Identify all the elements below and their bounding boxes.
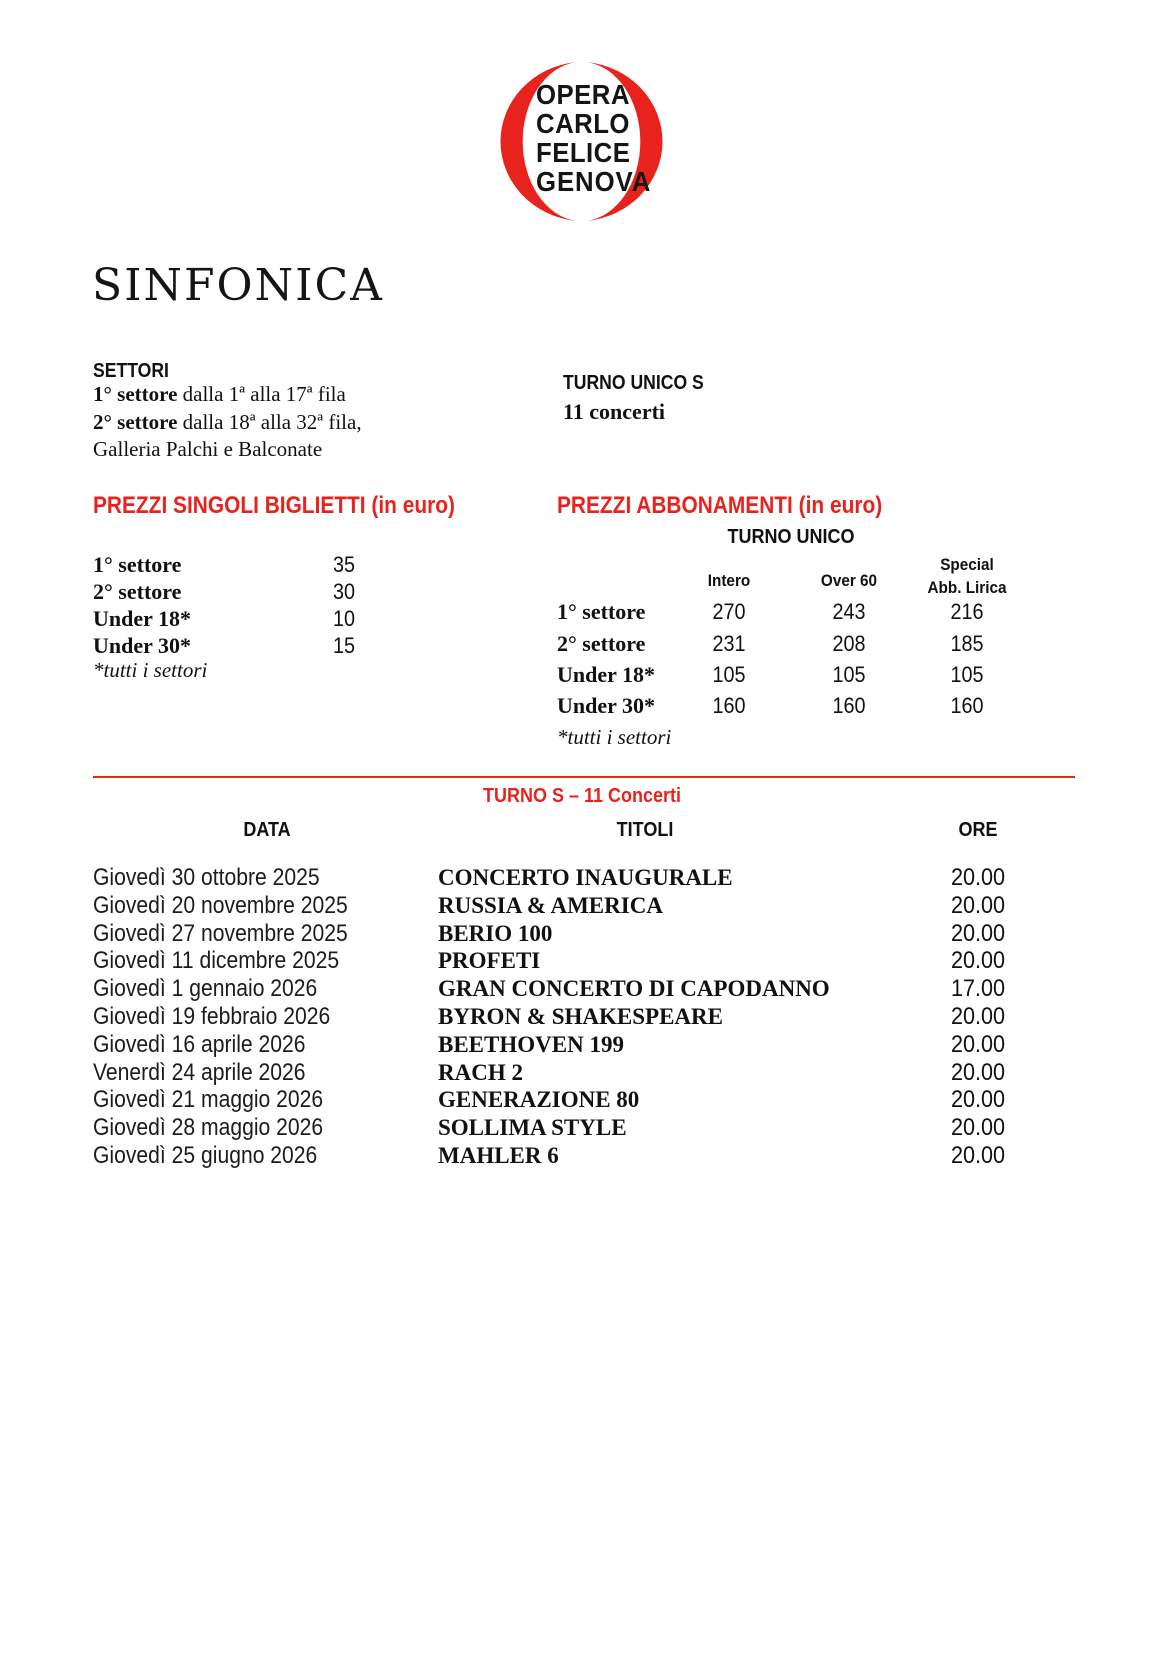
- concert-date: Venerdì 24 aprile 2026: [93, 1058, 306, 1086]
- ticket-row-value: 10: [332, 606, 356, 631]
- concert-date: Giovedì 19 febbraio 2026: [93, 1002, 331, 1030]
- settori-row-2-label: 2° settore: [93, 410, 178, 434]
- single-tickets-heading: PREZZI SINGOLI BIGLIETTI (in euro): [93, 492, 455, 519]
- subscriptions-heading: PREZZI ABBONAMENTI (in euro): [557, 492, 883, 519]
- settori-heading: SETTORI: [93, 360, 169, 382]
- concert-title: CONCERTO INAUGURALE: [438, 865, 733, 890]
- ticket-row-label: 2° settore: [93, 579, 182, 604]
- subscription-value: 105: [950, 662, 984, 687]
- ticket-row-label: Under 18*: [93, 606, 191, 631]
- concert-title: BERIO 100: [438, 920, 553, 946]
- concert-date: Giovedì 27 novembre 2025: [93, 919, 348, 947]
- concert-row: [0, 920, 1165, 948]
- concert-date: Giovedì 1 gennaio 2026: [93, 975, 318, 1003]
- section-divider: [93, 776, 1075, 778]
- column-header-special: [913, 553, 1021, 599]
- subscription-row-label: Under 30*: [557, 693, 655, 718]
- settori-row-1-label: 1° settore: [93, 382, 178, 406]
- concert-row: [0, 1142, 1165, 1170]
- page-title: SINFONICA: [92, 260, 384, 311]
- subscription-value: 208: [832, 631, 866, 656]
- concert-title: SOLLIMA STYLE: [438, 1115, 627, 1141]
- ticket-row-label: 1° settore: [93, 552, 182, 577]
- logo-line-felice: FELICE: [536, 137, 631, 168]
- concert-row: [0, 1003, 1165, 1031]
- column-header-over60: Over 60: [820, 571, 878, 590]
- column-header-special-line1: Special: [940, 555, 994, 574]
- concert-date: Giovedì 11 dicembre 2025: [93, 947, 340, 975]
- logo-line-opera: OPERA: [536, 79, 630, 110]
- subscription-value: 216: [950, 599, 984, 624]
- subscription-value: 105: [712, 662, 746, 687]
- concert-time: 20.00: [950, 919, 1006, 947]
- concert-date: Giovedì 30 ottobre 2025: [93, 864, 320, 891]
- concert-date: Giovedì 21 maggio 2026: [93, 1086, 324, 1114]
- concert-title: PROFETI: [438, 948, 541, 974]
- subscriptions-subheading: TURNO UNICO: [727, 526, 855, 548]
- concert-time: 20.00: [950, 1086, 1006, 1114]
- column-header-data: DATA: [243, 819, 291, 841]
- concert-row: [0, 1031, 1165, 1059]
- concert-title: GENERAZIONE 80: [438, 1087, 640, 1113]
- column-header-titoli: TITOLI: [616, 819, 674, 841]
- concert-row: [0, 1114, 1165, 1142]
- subscription-row-label: 2° settore: [557, 631, 646, 656]
- logo-wordmark: [536, 80, 651, 196]
- concert-title: RACH 2: [438, 1059, 523, 1085]
- concert-time: 20.00: [950, 864, 1006, 891]
- subscriptions-note: *tutti i settori: [557, 725, 672, 749]
- concert-title: GRAN CONCERTO DI CAPODANNO: [438, 976, 830, 1002]
- column-header-special-line2: Abb. Lirica: [927, 578, 1007, 597]
- concert-date: Giovedì 20 novembre 2025: [93, 891, 348, 919]
- single-tickets-note: *tutti i settori: [93, 658, 208, 682]
- column-header-ore: ORE: [958, 819, 998, 841]
- concert-time: 20.00: [950, 1114, 1006, 1142]
- concert-time: 20.00: [950, 1002, 1006, 1030]
- concerts-table: [0, 864, 1165, 1170]
- ticket-row-value: 30: [332, 579, 356, 604]
- subscription-value: 270: [712, 599, 746, 624]
- subscription-value: 185: [950, 631, 984, 656]
- concert-date: Giovedì 16 aprile 2026: [93, 1030, 306, 1058]
- concert-time: 17.00: [950, 975, 1006, 1003]
- concert-title: MAHLER 6: [438, 1142, 559, 1168]
- subscription-value: 160: [950, 693, 984, 718]
- concert-time: 20.00: [950, 891, 1006, 919]
- subscription-value: 160: [832, 693, 866, 718]
- ticket-row-value: 15: [332, 633, 356, 658]
- ticket-row-label: Under 30*: [93, 633, 191, 658]
- concert-row: [0, 864, 1165, 892]
- concert-title: BYRON & SHAKESPEARE: [438, 1003, 723, 1029]
- settori-row-2: [93, 410, 362, 434]
- settori-row-1: [93, 382, 346, 406]
- subscription-value: 105: [832, 662, 866, 687]
- turno-unico-s-subtitle: 11 concerti: [563, 399, 666, 424]
- concert-title: BEETHOVEN 199: [438, 1031, 624, 1057]
- subscription-value: 231: [712, 631, 746, 656]
- subscription-row-label: 1° settore: [557, 599, 646, 624]
- settori-extra-text: Galleria Palchi e Balconate: [93, 437, 323, 461]
- concert-time: 20.00: [950, 1030, 1006, 1058]
- settori-row-2-text: dalla 18ª alla 32ª fila,: [177, 410, 362, 434]
- concert-date: Giovedì 25 giugno 2026: [93, 1141, 318, 1169]
- concert-row: [0, 975, 1165, 1003]
- subscription-row-label: Under 18*: [557, 662, 655, 687]
- concert-time: 20.00: [950, 1141, 1006, 1169]
- concert-row: [0, 1086, 1165, 1114]
- column-header-intero: Intero: [707, 571, 751, 590]
- settori-row-1-text: dalla 1ª alla 17ª fila: [177, 382, 346, 406]
- turno-unico-s-heading: TURNO UNICO S: [563, 372, 704, 394]
- concert-time: 20.00: [950, 1058, 1006, 1086]
- subscription-value: 160: [712, 693, 746, 718]
- concert-date: Giovedì 28 maggio 2026: [93, 1114, 324, 1142]
- ticket-row-value: 35: [332, 552, 356, 577]
- concerts-heading: TURNO S – 11 Concerti: [483, 785, 682, 807]
- concert-row: [0, 947, 1165, 975]
- subscription-value: 243: [832, 599, 866, 624]
- logo-line-carlo: CARLO: [536, 108, 630, 139]
- concert-row: [0, 1059, 1165, 1087]
- concert-row: [0, 892, 1165, 920]
- concert-time: 20.00: [950, 947, 1006, 975]
- logo-line-genova: GENOVA: [536, 166, 652, 197]
- concert-title: RUSSIA & AMERICA: [438, 892, 663, 918]
